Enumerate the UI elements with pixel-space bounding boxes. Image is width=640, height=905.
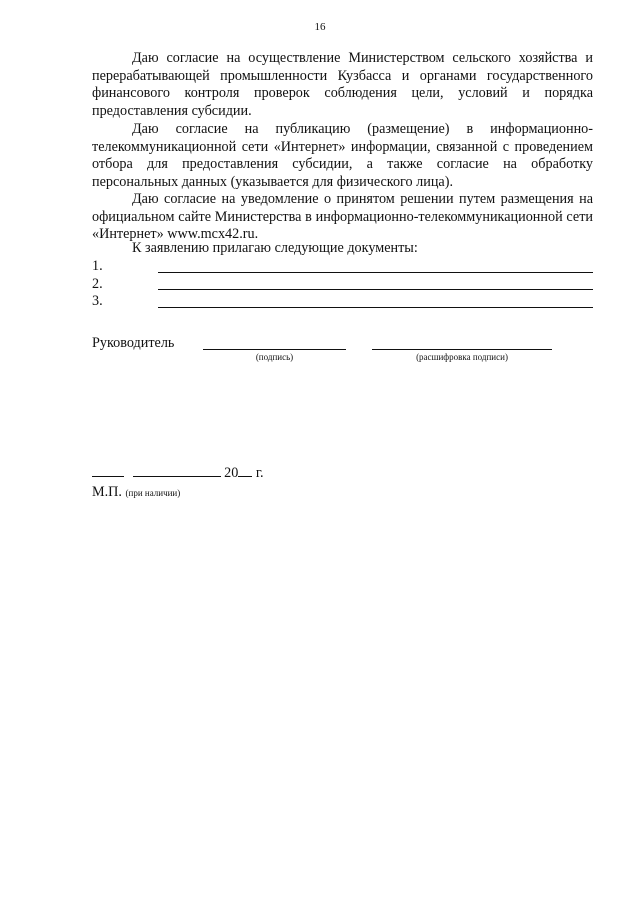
document-row <box>92 276 593 294</box>
stamp-label: М.П. <box>92 484 122 500</box>
consent-paragraph-inspection <box>92 50 593 121</box>
document-number: 2. <box>92 275 103 292</box>
signatory-label: Руководитель <box>92 335 175 351</box>
consent-inspection-text: Даю согласие на осуществление Министерством сельского хозяйства и перерабатывающей промышленности Кузбасса и органами государственного финансового контроля проверок соблюдения цели, условий и порядка предоставления субсидии. <box>92 50 593 120</box>
stamp-place <box>92 484 180 501</box>
consent-notification-text: Даю согласие на уведомление о принятом решении путем размещения на официальном сайте Министерства в информационно-телекоммуникационной сети «Интернет» www.mcx42.ru. <box>92 191 593 243</box>
document-number: 3. <box>92 293 103 310</box>
document-fill-line[interactable] <box>158 289 593 290</box>
signature-line[interactable] <box>203 349 346 350</box>
document-number: 1. <box>92 258 103 274</box>
date-suffix: г. <box>255 465 264 481</box>
attachments-intro-text: К заявлению прилагаю следующие документы: <box>132 240 418 256</box>
signature-caption: (подпись) <box>255 352 294 362</box>
date-month-line[interactable] <box>133 464 221 477</box>
page-number: 16 <box>314 21 326 33</box>
document-row <box>92 293 593 311</box>
attached-documents-list <box>92 258 593 311</box>
document-fill-line[interactable] <box>158 307 593 308</box>
consent-paragraph-publication <box>92 121 593 192</box>
stamp-note: (при наличии) <box>125 488 181 498</box>
consent-publication-text: Даю согласие на публикацию (размещение) в информационно-телекоммуникационной сети «Интернет» информации, связанной с проведением отбора для предоставления субсидии, а также согласие на обработку персональных данных (указывается для физического лица). <box>92 121 593 191</box>
consent-paragraph-notification <box>92 191 593 244</box>
document-row <box>92 258 593 276</box>
document-fill-line[interactable] <box>158 272 593 273</box>
signature-decoding-caption: (расшифровка подписи) <box>416 352 508 362</box>
date-day-line[interactable] <box>92 464 124 477</box>
date-row <box>92 464 264 482</box>
date-year-prefix: 20 <box>224 465 239 481</box>
attachments-intro <box>92 240 593 258</box>
date-year-line[interactable] <box>238 464 252 477</box>
signature-decoding-line[interactable] <box>372 349 552 350</box>
